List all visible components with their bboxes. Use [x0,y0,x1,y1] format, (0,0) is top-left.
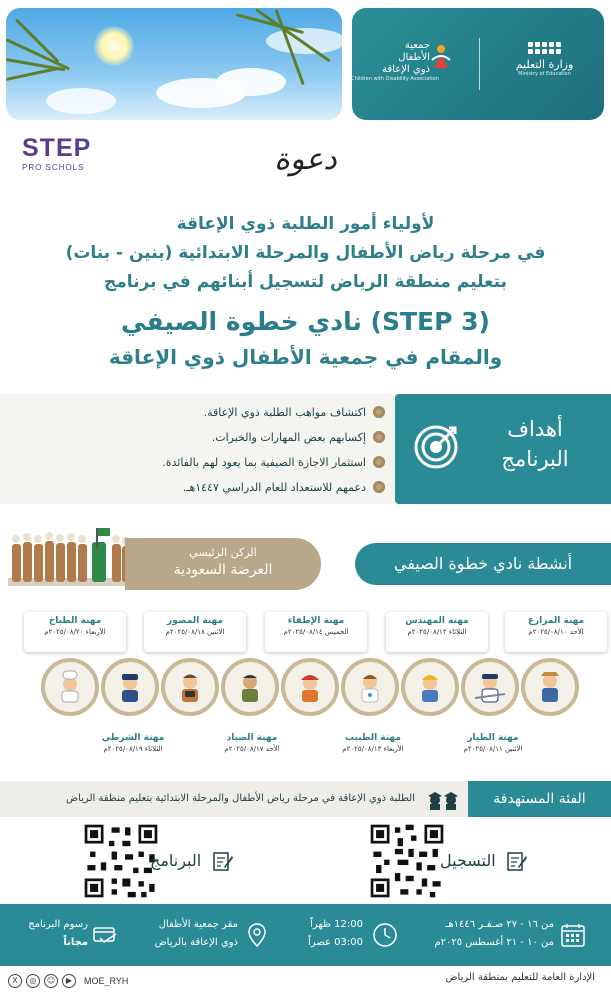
cdaa-logo: جمعية الأطفال ذوي الإعاقة Children with Disability Association [351,40,439,82]
snapchat-icon[interactable]: ☺ [44,974,58,988]
sun-graphic [94,26,134,66]
saudi-ardha-image [8,526,132,586]
career-card-farmer: مهنة المزارع الأحد ٢٠٢٥/٠٨/١٠م [505,612,607,652]
engineer-icon [401,658,459,716]
cloud-graphic [216,68,286,96]
header-logos-panel [352,8,604,120]
career-card-photographer: مهنة المصور الاثنين ٢٠٢٥/٠٨/١٨م [144,612,246,652]
palm-leaf [6,67,60,81]
payment-icon [92,922,118,948]
bullet-icon [373,431,385,443]
invite-line-2: في مرحلة رياض الأطفال والمرحلة الابتدائية (بنين - بنات) [65,243,546,263]
photographer-icon [161,658,219,716]
career-card-police: مهنة الشرطي الثلاثاء ٢٠٢٥/٠٨/١٩م [101,733,165,753]
footer-info-bar: من ١٦ - ٢٧ صـفـر ١٤٤٦هـ من ١٠ - ٢١ أغسطس ٢٠٢٥م 12:00 ظهراً 03:00 عصراً مقر جمعية الأطفال ذوي الإعاقة بالرياض رسوم البرنامج مجاناً [0,904,611,966]
target-group-text: الطلبة ذوي الإعاقة في مرحلة رياض الأطفال والمرحلة الابتدائية بتعليم منطقة الرياض [66,793,415,804]
graduates-icon [425,790,461,810]
youtube-icon[interactable]: ▶ [62,974,76,988]
bullet-icon [373,456,385,468]
doctor-icon [341,658,399,716]
registration-link[interactable]: التسجيل [440,851,496,870]
hunter-icon [221,658,279,716]
step-logo: STEP PRO SCHOLS [22,134,92,172]
farmer-icon [521,658,579,716]
activities-title: أنشطة نادي خطوة الصيفي [355,543,611,585]
goals-title: أهداف البرنامج [501,417,569,471]
career-card-hunter: مهنة الصياد الأحد ٢٠٢٥/٠٨/١٧م [224,733,280,753]
header-sky-image [6,8,342,120]
instagram-icon[interactable]: ◎ [26,974,40,988]
goal-item: استثمار الاجازة الصيفية بما يعود لهم بالفائدة. [162,456,385,469]
pilot-icon [461,658,519,716]
career-card-chef: مهنة الطباخ الأربعاء ٢٠٢٥/٠٨/٢٠م [24,612,126,652]
career-card-engineer: مهنة المهندس الثلاثاء ٢٠٢٥/٠٨/١٢م [386,612,488,652]
target-group-title: الفئة المستهدفة [468,781,611,817]
edit-icon [212,850,234,872]
chef-icon [41,658,99,716]
calendar-icon [560,922,586,948]
x-icon[interactable]: X [8,974,22,988]
moe-pattern-icon [528,42,561,54]
career-card-pilot: مهنة الطيار الاثنين ٢٠٢٥/٠٨/١١م [463,733,523,753]
program-name: نادي خطوة الصيفي (STEP 3) [121,307,490,336]
registration-qr-code[interactable] [368,822,446,900]
invite-line-5: والمقام في جمعية الأطفال ذوي الإعاقة [108,345,503,369]
goal-item: دعمهم للاستعداد للعام الدراسي ١٤٤٧هـ. [183,481,385,494]
program-link[interactable]: البرنامج [150,851,202,870]
palm-leaf [15,18,60,63]
bullet-icon [373,406,385,418]
cloud-graphic [46,88,116,114]
invitation-title: دعوة [274,142,337,177]
clock-icon [372,922,398,948]
career-card-doctor: مهنة الطبيب الأربعاء ٢٠٢٥/٠٨/١٣م [342,733,404,753]
invite-line-1: لأولياء أمور الطلبة ذوي الإعاقة [176,214,435,234]
target-icon [413,424,459,470]
firefighter-icon [281,658,339,716]
goals-title-panel [395,394,611,504]
goal-item: إكسابهم بعض المهارات والخبرات. [212,431,385,444]
bullet-icon [373,481,385,493]
palm-leaf [236,13,304,34]
police-icon [101,658,159,716]
cdaa-logo-icon [430,44,452,70]
moe-logo: وزارة التعليم Ministry of Education [492,42,597,78]
social-links [8,974,128,988]
program-qr-code[interactable] [82,822,160,900]
invite-line-3: بتعليم منطقة الرياض لتسجيل أبنائهم في برنامج [104,272,507,292]
main-pillar-badge: الركن الرئيسي العرضة السعودية [125,538,321,590]
edit-icon [506,850,528,872]
career-card-firefighter: مهنة الإطفاء الخميس ٢٠٢٥/٠٨/١٤م [265,612,367,652]
social-handle: MOE_RYH [84,976,129,986]
location-pin-icon [244,922,270,948]
ministry-footer-text: الإدارة العامة للتعليم بمنطقة الرياض [445,972,595,983]
logo-separator [479,38,480,90]
goal-item: اكتشاف مواهب الطلبة ذوي الإعاقة. [204,406,385,419]
